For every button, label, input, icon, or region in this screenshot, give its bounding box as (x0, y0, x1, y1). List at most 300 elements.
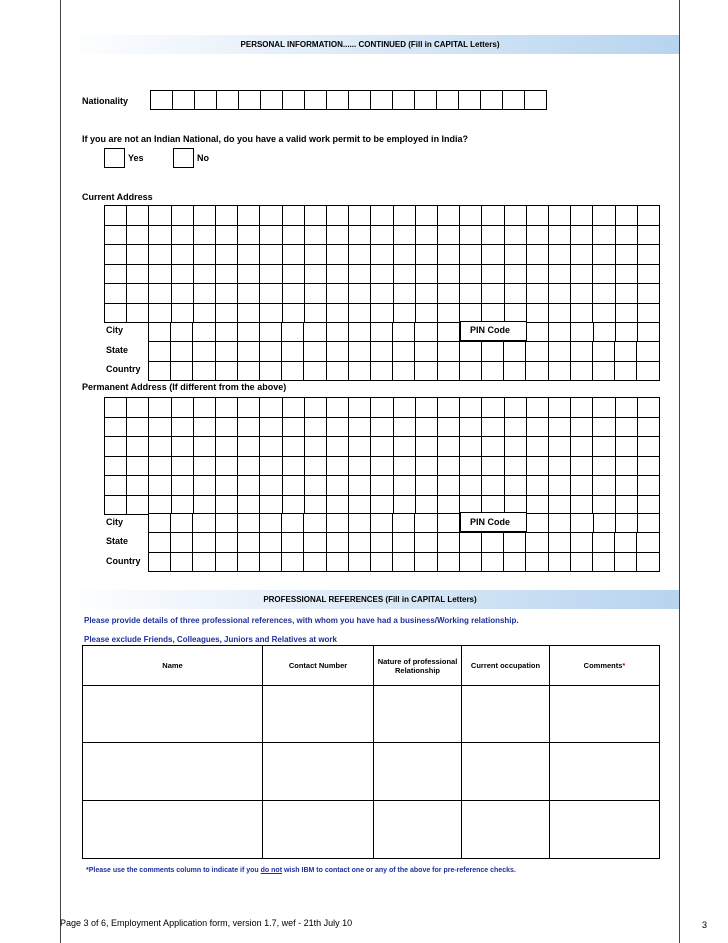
current-pin-char-box[interactable] (570, 322, 593, 343)
permanent-address-char-box[interactable] (570, 475, 593, 496)
current-address-char-box[interactable] (437, 205, 460, 226)
permanent-address-char-box[interactable] (459, 417, 482, 438)
current-state-country-char-box[interactable] (481, 341, 504, 362)
current-address-char-box[interactable] (637, 303, 660, 324)
current-address-char-box[interactable] (592, 264, 615, 285)
current-state-country-char-box[interactable] (215, 361, 238, 382)
permanent-address-char-box[interactable] (592, 475, 615, 496)
permanent-address-char-box[interactable] (193, 475, 216, 496)
current-address-char-box[interactable] (570, 264, 593, 285)
current-address-char-box[interactable] (615, 283, 638, 304)
current-state-country-char-box[interactable] (459, 361, 482, 382)
permanent-address-char-box[interactable] (215, 475, 238, 496)
permanent-address-char-box[interactable] (259, 475, 282, 496)
current-state-country-char-box[interactable] (614, 361, 637, 382)
permanent-address-char-box[interactable] (615, 456, 638, 477)
current-address-char-box[interactable] (526, 303, 549, 324)
current-address-char-box[interactable] (504, 205, 527, 226)
permanent-address-char-box[interactable] (437, 495, 460, 516)
permanent-address-char-box[interactable] (126, 397, 149, 418)
permanent-address-char-box[interactable] (348, 397, 371, 418)
permanent-address-char-box[interactable] (637, 397, 660, 418)
current-address-char-box[interactable] (259, 303, 282, 324)
current-address-char-box[interactable] (592, 244, 615, 265)
current-address-char-box[interactable] (481, 264, 504, 285)
permanent-address-char-box[interactable] (193, 417, 216, 438)
current-address-char-box[interactable] (237, 264, 260, 285)
current-address-char-box[interactable] (259, 225, 282, 246)
current-address-char-box[interactable] (504, 283, 527, 304)
permanent-address-char-box[interactable] (104, 397, 127, 418)
permanent-state-country-char-box[interactable] (281, 552, 304, 573)
permanent-address-char-box[interactable] (282, 495, 305, 516)
current-address-char-box[interactable] (615, 264, 638, 285)
ref3-comments-cell[interactable] (550, 801, 660, 859)
permanent-address-char-box[interactable] (259, 436, 282, 457)
permanent-state-country-char-box[interactable] (503, 532, 526, 553)
current-address-char-box[interactable] (171, 205, 194, 226)
permanent-address-char-box[interactable] (526, 495, 549, 516)
permanent-address-char-box[interactable] (282, 417, 305, 438)
current-address-char-box[interactable] (548, 225, 571, 246)
current-address-char-box[interactable] (259, 205, 282, 226)
current-city-char-box[interactable] (370, 322, 393, 343)
permanent-address-char-box[interactable] (481, 397, 504, 418)
permanent-address-char-box[interactable] (370, 475, 393, 496)
current-address-char-box[interactable] (437, 225, 460, 246)
permanent-address-char-box[interactable] (215, 436, 238, 457)
permanent-address-char-box[interactable] (370, 456, 393, 477)
current-address-char-box[interactable] (570, 283, 593, 304)
current-address-char-box[interactable] (237, 205, 260, 226)
permanent-address-char-box[interactable] (570, 397, 593, 418)
current-address-char-box[interactable] (171, 283, 194, 304)
current-state-country-char-box[interactable] (326, 361, 349, 382)
current-address-char-box[interactable] (237, 303, 260, 324)
permanent-state-country-char-box[interactable] (303, 532, 326, 553)
permanent-address-char-box[interactable] (615, 397, 638, 418)
permanent-state-country-char-box[interactable] (548, 532, 571, 553)
current-address-char-box[interactable] (126, 264, 149, 285)
nationality-char-box[interactable] (326, 90, 349, 110)
permanent-state-country-char-box[interactable] (259, 532, 282, 553)
current-address-char-box[interactable] (526, 244, 549, 265)
permanent-address-char-box[interactable] (415, 436, 438, 457)
permanent-address-char-box[interactable] (437, 397, 460, 418)
permanent-city-char-box[interactable] (303, 513, 326, 534)
current-address-char-box[interactable] (304, 225, 327, 246)
current-address-char-box[interactable] (148, 225, 171, 246)
current-city-char-box[interactable] (259, 322, 282, 343)
current-state-country-char-box[interactable] (148, 341, 171, 362)
current-address-char-box[interactable] (370, 205, 393, 226)
permanent-address-char-box[interactable] (570, 495, 593, 516)
permanent-city-char-box[interactable] (215, 513, 238, 534)
permanent-address-char-box[interactable] (237, 456, 260, 477)
current-address-char-box[interactable] (459, 264, 482, 285)
current-address-char-box[interactable] (504, 244, 527, 265)
permanent-address-char-box[interactable] (171, 456, 194, 477)
permanent-address-char-box[interactable] (126, 456, 149, 477)
permanent-address-char-box[interactable] (592, 436, 615, 457)
current-address-char-box[interactable] (104, 264, 127, 285)
current-address-char-box[interactable] (348, 283, 371, 304)
current-address-char-box[interactable] (259, 244, 282, 265)
nationality-char-box[interactable] (216, 90, 239, 110)
current-state-country-char-box[interactable] (503, 361, 526, 382)
permanent-state-country-char-box[interactable] (326, 552, 349, 573)
current-address-char-box[interactable] (637, 283, 660, 304)
permanent-address-char-box[interactable] (637, 417, 660, 438)
permanent-city-char-box[interactable] (326, 513, 349, 534)
nationality-char-box[interactable] (282, 90, 305, 110)
permanent-address-char-box[interactable] (237, 495, 260, 516)
permanent-state-country-char-box[interactable] (237, 532, 260, 553)
permanent-address-char-box[interactable] (215, 456, 238, 477)
permanent-address-char-box[interactable] (570, 436, 593, 457)
permanent-address-char-box[interactable] (104, 475, 127, 496)
current-address-char-box[interactable] (393, 225, 416, 246)
current-state-country-char-box[interactable] (326, 341, 349, 362)
current-state-country-char-box[interactable] (570, 361, 593, 382)
current-address-char-box[interactable] (126, 303, 149, 324)
current-address-char-box[interactable] (348, 303, 371, 324)
current-address-char-box[interactable] (148, 283, 171, 304)
current-address-char-box[interactable] (393, 205, 416, 226)
ref2-name-cell[interactable] (83, 743, 263, 801)
current-address-char-box[interactable] (104, 303, 127, 324)
permanent-address-char-box[interactable] (370, 495, 393, 516)
permanent-address-char-box[interactable] (171, 417, 194, 438)
current-city-char-box[interactable] (170, 322, 193, 343)
current-city-char-box[interactable] (348, 322, 371, 343)
current-address-char-box[interactable] (592, 225, 615, 246)
current-address-char-box[interactable] (393, 244, 416, 265)
current-address-char-box[interactable] (548, 205, 571, 226)
permanent-state-country-char-box[interactable] (592, 532, 615, 553)
permanent-address-char-box[interactable] (148, 417, 171, 438)
current-city-char-box[interactable] (303, 322, 326, 343)
current-address-char-box[interactable] (326, 283, 349, 304)
current-address-char-box[interactable] (393, 264, 416, 285)
permanent-address-char-box[interactable] (326, 436, 349, 457)
current-state-country-char-box[interactable] (170, 341, 193, 362)
permanent-address-char-box[interactable] (459, 397, 482, 418)
permanent-state-country-char-box[interactable] (148, 552, 171, 573)
current-address-char-box[interactable] (215, 205, 238, 226)
permanent-city-char-box[interactable] (437, 513, 460, 534)
permanent-address-char-box[interactable] (304, 495, 327, 516)
current-address-char-box[interactable] (193, 264, 216, 285)
permanent-state-country-char-box[interactable] (259, 552, 282, 573)
permanent-address-char-box[interactable] (459, 436, 482, 457)
current-address-char-box[interactable] (437, 264, 460, 285)
permanent-state-country-char-box[interactable] (525, 532, 548, 553)
permanent-state-country-char-box[interactable] (215, 552, 238, 573)
permanent-address-char-box[interactable] (348, 475, 371, 496)
current-state-country-char-box[interactable] (614, 341, 637, 362)
current-address-char-box[interactable] (526, 264, 549, 285)
permanent-address-char-box[interactable] (393, 436, 416, 457)
permanent-address-char-box[interactable] (148, 436, 171, 457)
permanent-state-country-char-box[interactable] (525, 552, 548, 573)
permanent-address-char-box[interactable] (104, 417, 127, 438)
current-address-char-box[interactable] (370, 283, 393, 304)
current-address-char-box[interactable] (259, 283, 282, 304)
current-address-char-box[interactable] (393, 283, 416, 304)
permanent-state-country-char-box[interactable] (437, 532, 460, 553)
permanent-state-country-char-box[interactable] (281, 532, 304, 553)
permanent-address-char-box[interactable] (570, 417, 593, 438)
permanent-city-char-box[interactable] (259, 513, 282, 534)
permanent-address-char-box[interactable] (326, 495, 349, 516)
current-state-country-char-box[interactable] (370, 361, 393, 382)
permanent-address-char-box[interactable] (171, 475, 194, 496)
current-address-char-box[interactable] (237, 283, 260, 304)
current-city-char-box[interactable] (414, 322, 437, 343)
permanent-address-char-box[interactable] (104, 456, 127, 477)
current-address-char-box[interactable] (481, 283, 504, 304)
permanent-address-char-box[interactable] (304, 417, 327, 438)
permanent-address-char-box[interactable] (282, 456, 305, 477)
current-address-char-box[interactable] (459, 303, 482, 324)
permanent-address-char-box[interactable] (304, 397, 327, 418)
permanent-pin-char-box[interactable] (615, 513, 638, 534)
current-address-char-box[interactable] (215, 303, 238, 324)
current-state-country-char-box[interactable] (192, 341, 215, 362)
current-address-char-box[interactable] (282, 244, 305, 265)
current-address-char-box[interactable] (504, 225, 527, 246)
current-address-char-box[interactable] (570, 205, 593, 226)
current-address-char-box[interactable] (348, 225, 371, 246)
permanent-address-char-box[interactable] (148, 397, 171, 418)
current-address-char-box[interactable] (437, 303, 460, 324)
current-address-char-box[interactable] (282, 225, 305, 246)
current-address-char-box[interactable] (415, 283, 438, 304)
permanent-address-char-box[interactable] (393, 456, 416, 477)
permanent-address-char-box[interactable] (104, 495, 127, 516)
permanent-address-char-box[interactable] (259, 495, 282, 516)
permanent-address-char-box[interactable] (504, 397, 527, 418)
nationality-char-box[interactable] (370, 90, 393, 110)
permanent-address-char-box[interactable] (504, 436, 527, 457)
nationality-char-box[interactable] (480, 90, 503, 110)
current-address-char-box[interactable] (437, 244, 460, 265)
permanent-address-char-box[interactable] (437, 475, 460, 496)
current-address-char-box[interactable] (215, 244, 238, 265)
permanent-address-char-box[interactable] (393, 495, 416, 516)
current-address-char-box[interactable] (415, 205, 438, 226)
permanent-address-char-box[interactable] (193, 495, 216, 516)
ref3-nature-cell[interactable] (374, 801, 462, 859)
permanent-address-char-box[interactable] (548, 397, 571, 418)
permanent-address-char-box[interactable] (215, 397, 238, 418)
permanent-address-char-box[interactable] (548, 495, 571, 516)
permanent-address-char-box[interactable] (282, 475, 305, 496)
current-address-char-box[interactable] (304, 264, 327, 285)
current-state-country-char-box[interactable] (592, 361, 615, 382)
current-address-char-box[interactable] (237, 244, 260, 265)
permanent-address-char-box[interactable] (393, 417, 416, 438)
permanent-address-char-box[interactable] (570, 456, 593, 477)
permanent-address-char-box[interactable] (615, 417, 638, 438)
permanent-address-char-box[interactable] (526, 436, 549, 457)
permanent-address-char-box[interactable] (615, 436, 638, 457)
current-address-char-box[interactable] (437, 283, 460, 304)
permanent-address-char-box[interactable] (126, 495, 149, 516)
current-pin-char-box[interactable] (526, 322, 549, 343)
current-address-char-box[interactable] (415, 303, 438, 324)
permanent-address-char-box[interactable] (148, 495, 171, 516)
current-city-char-box[interactable] (281, 322, 304, 343)
ref3-contact-cell[interactable] (263, 801, 374, 859)
current-address-char-box[interactable] (282, 205, 305, 226)
current-address-char-box[interactable] (304, 283, 327, 304)
permanent-state-country-char-box[interactable] (570, 532, 593, 553)
permanent-address-char-box[interactable] (104, 436, 127, 457)
current-address-char-box[interactable] (193, 244, 216, 265)
current-address-char-box[interactable] (570, 244, 593, 265)
current-address-char-box[interactable] (637, 244, 660, 265)
permanent-city-char-box[interactable] (237, 513, 260, 534)
current-city-char-box[interactable] (437, 322, 460, 343)
permanent-city-char-box[interactable] (148, 513, 171, 534)
permanent-state-country-char-box[interactable] (459, 552, 482, 573)
current-state-country-char-box[interactable] (570, 341, 593, 362)
current-address-char-box[interactable] (526, 205, 549, 226)
current-address-char-box[interactable] (592, 283, 615, 304)
current-address-char-box[interactable] (193, 205, 216, 226)
current-address-char-box[interactable] (637, 264, 660, 285)
permanent-address-char-box[interactable] (171, 397, 194, 418)
permanent-address-char-box[interactable] (215, 495, 238, 516)
current-address-char-box[interactable] (637, 205, 660, 226)
current-state-country-char-box[interactable] (636, 341, 659, 362)
permanent-address-char-box[interactable] (526, 417, 549, 438)
permanent-address-char-box[interactable] (237, 436, 260, 457)
permanent-state-country-char-box[interactable] (392, 552, 415, 573)
nationality-char-box[interactable] (458, 90, 481, 110)
current-state-country-char-box[interactable] (525, 361, 548, 382)
permanent-address-char-box[interactable] (126, 436, 149, 457)
current-city-char-box[interactable] (237, 322, 260, 343)
permanent-address-char-box[interactable] (481, 436, 504, 457)
permanent-address-char-box[interactable] (615, 475, 638, 496)
current-address-char-box[interactable] (504, 303, 527, 324)
current-state-country-char-box[interactable] (414, 341, 437, 362)
permanent-address-char-box[interactable] (437, 417, 460, 438)
current-city-char-box[interactable] (326, 322, 349, 343)
current-state-country-char-box[interactable] (259, 361, 282, 382)
current-address-char-box[interactable] (481, 244, 504, 265)
permanent-state-country-char-box[interactable] (170, 532, 193, 553)
current-address-char-box[interactable] (215, 225, 238, 246)
nationality-char-box[interactable] (436, 90, 459, 110)
current-address-char-box[interactable] (104, 205, 127, 226)
permanent-address-char-box[interactable] (481, 475, 504, 496)
current-address-char-box[interactable] (326, 205, 349, 226)
current-address-char-box[interactable] (592, 205, 615, 226)
permanent-state-country-char-box[interactable] (503, 552, 526, 573)
permanent-address-char-box[interactable] (326, 475, 349, 496)
current-address-char-box[interactable] (481, 225, 504, 246)
current-address-char-box[interactable] (370, 303, 393, 324)
permanent-address-char-box[interactable] (437, 456, 460, 477)
current-state-country-char-box[interactable] (548, 341, 571, 362)
nationality-char-box[interactable] (194, 90, 217, 110)
current-address-char-box[interactable] (370, 264, 393, 285)
current-address-char-box[interactable] (459, 244, 482, 265)
permanent-address-char-box[interactable] (215, 417, 238, 438)
permanent-state-country-char-box[interactable] (348, 552, 371, 573)
permanent-state-country-char-box[interactable] (237, 552, 260, 573)
current-address-char-box[interactable] (304, 303, 327, 324)
current-state-country-char-box[interactable] (281, 361, 304, 382)
current-address-char-box[interactable] (237, 225, 260, 246)
current-address-char-box[interactable] (126, 283, 149, 304)
permanent-address-char-box[interactable] (637, 436, 660, 457)
permanent-state-country-char-box[interactable] (437, 552, 460, 573)
current-address-char-box[interactable] (326, 225, 349, 246)
permanent-address-char-box[interactable] (592, 397, 615, 418)
ref2-nature-cell[interactable] (374, 743, 462, 801)
permanent-address-char-box[interactable] (459, 475, 482, 496)
permanent-address-char-box[interactable] (526, 475, 549, 496)
permanent-address-char-box[interactable] (237, 475, 260, 496)
permanent-address-char-box[interactable] (637, 495, 660, 516)
permanent-address-char-box[interactable] (259, 417, 282, 438)
current-address-char-box[interactable] (259, 264, 282, 285)
current-state-country-char-box[interactable] (392, 361, 415, 382)
current-address-char-box[interactable] (615, 303, 638, 324)
current-address-char-box[interactable] (148, 205, 171, 226)
ref1-nature-cell[interactable] (374, 686, 462, 743)
current-address-char-box[interactable] (615, 205, 638, 226)
ref1-comments-cell[interactable] (550, 686, 660, 743)
current-address-char-box[interactable] (459, 205, 482, 226)
permanent-address-char-box[interactable] (393, 397, 416, 418)
current-state-country-char-box[interactable] (392, 341, 415, 362)
current-state-country-char-box[interactable] (503, 341, 526, 362)
permanent-pin-char-box[interactable] (548, 513, 571, 534)
current-address-char-box[interactable] (615, 244, 638, 265)
current-address-char-box[interactable] (370, 244, 393, 265)
permanent-address-char-box[interactable] (304, 436, 327, 457)
permanent-address-char-box[interactable] (348, 456, 371, 477)
permanent-pin-char-box[interactable] (570, 513, 593, 534)
permanent-state-country-char-box[interactable] (614, 552, 637, 573)
permanent-state-country-char-box[interactable] (614, 532, 637, 553)
permanent-address-char-box[interactable] (193, 456, 216, 477)
current-state-country-char-box[interactable] (437, 361, 460, 382)
permanent-address-char-box[interactable] (504, 456, 527, 477)
current-state-country-char-box[interactable] (459, 341, 482, 362)
permanent-address-char-box[interactable] (526, 397, 549, 418)
permanent-address-char-box[interactable] (615, 495, 638, 516)
permanent-address-char-box[interactable] (282, 397, 305, 418)
current-state-country-char-box[interactable] (192, 361, 215, 382)
current-state-country-char-box[interactable] (281, 341, 304, 362)
current-address-char-box[interactable] (548, 244, 571, 265)
work-permit-yes-checkbox[interactable] (104, 148, 125, 168)
permanent-state-country-char-box[interactable] (370, 532, 393, 553)
current-address-char-box[interactable] (393, 303, 416, 324)
permanent-city-char-box[interactable] (392, 513, 415, 534)
ref3-occupation-cell[interactable] (462, 801, 550, 859)
permanent-address-char-box[interactable] (437, 436, 460, 457)
current-address-char-box[interactable] (459, 225, 482, 246)
permanent-address-char-box[interactable] (171, 495, 194, 516)
